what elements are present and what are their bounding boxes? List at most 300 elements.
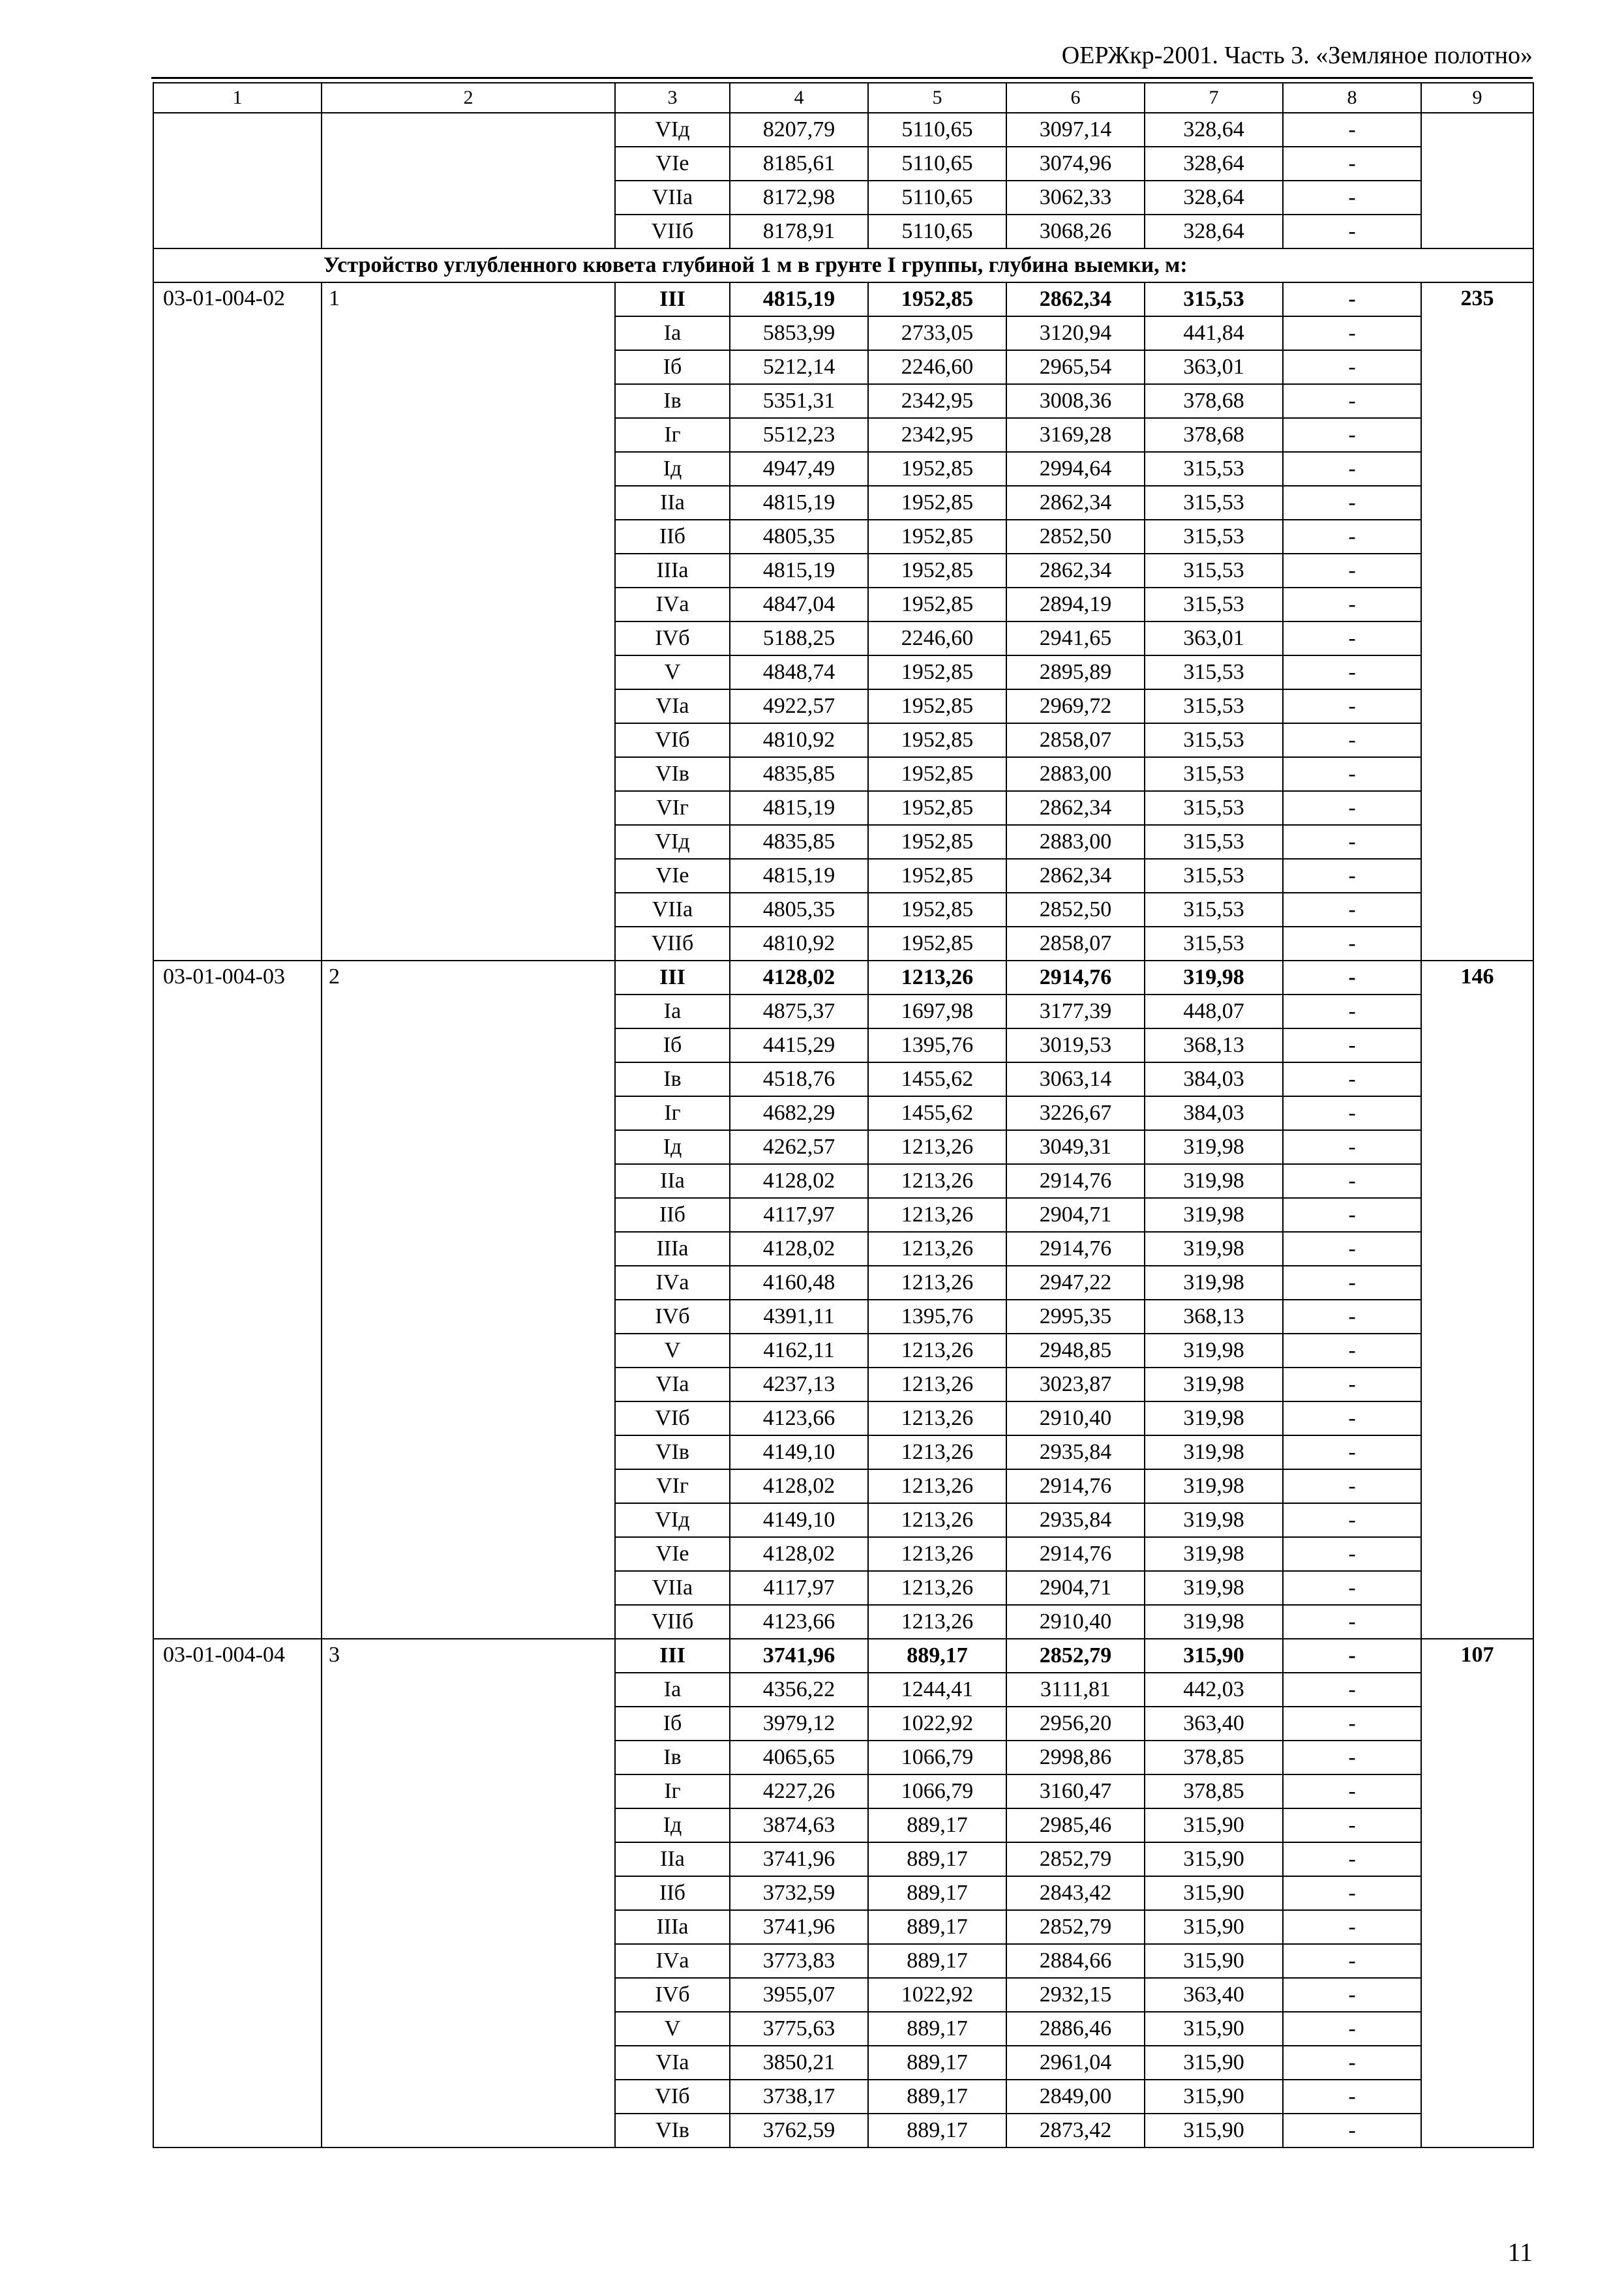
table-cell: 4847,04	[730, 588, 868, 621]
rates-table-body	[153, 83, 1533, 2147]
table-cell: 448,07	[1145, 995, 1283, 1028]
table-cell: IIIа	[615, 1232, 730, 1266]
table-cell: Iб	[615, 350, 730, 384]
table-cell: 378,68	[1145, 418, 1283, 452]
table-cell: -	[1283, 689, 1421, 723]
table-cell: 1022,92	[868, 1978, 1006, 2012]
table-cell: IVа	[615, 1266, 730, 1300]
table-cell: 2935,84	[1006, 1435, 1145, 1469]
table-cell: 3120,94	[1006, 316, 1145, 350]
table-cell: 2947,22	[1006, 1266, 1145, 1300]
table-cell: 4149,10	[730, 1503, 868, 1537]
code-cell: 03-01-004-04	[153, 1639, 322, 2147]
table-cell: 2956,20	[1006, 1707, 1145, 1741]
table-cell: 319,98	[1145, 1401, 1283, 1435]
column-number: 7	[1145, 83, 1283, 113]
table-cell: 1213,26	[868, 1368, 1006, 1401]
section-row	[153, 248, 1533, 282]
table-cell: 4875,37	[730, 995, 868, 1028]
table-cell: 363,01	[1145, 350, 1283, 384]
table-cell: -	[1283, 1605, 1421, 1639]
table-cell: 2342,95	[868, 418, 1006, 452]
table-cell: 319,98	[1145, 1503, 1283, 1537]
table-cell: 889,17	[868, 1944, 1006, 1978]
table-cell: 1213,26	[868, 1503, 1006, 1537]
table-cell: -	[1283, 418, 1421, 452]
table-cell: V	[615, 1334, 730, 1368]
table-cell: 2852,79	[1006, 1639, 1145, 1673]
table-cell: 3775,63	[730, 2012, 868, 2046]
table-row	[153, 1639, 1533, 1673]
table-cell: 328,64	[1145, 147, 1283, 181]
table-cell: 4848,74	[730, 655, 868, 689]
table-cell: 384,03	[1145, 1096, 1283, 1130]
table-cell: 1952,85	[868, 723, 1006, 757]
table-cell: 4162,11	[730, 1334, 868, 1368]
table-cell: 2914,76	[1006, 1232, 1145, 1266]
table-cell: 2862,34	[1006, 859, 1145, 893]
table-cell: 319,98	[1145, 1232, 1283, 1266]
table-cell: 3074,96	[1006, 147, 1145, 181]
table-cell: 4835,85	[730, 757, 868, 791]
table-cell: 3111,81	[1006, 1673, 1145, 1707]
table-cell: -	[1283, 655, 1421, 689]
table-cell: -	[1283, 961, 1421, 995]
table-cell: IIа	[615, 486, 730, 520]
table-cell: 319,98	[1145, 1435, 1283, 1469]
table-cell: 3955,07	[730, 1978, 868, 2012]
table-cell: 3762,59	[730, 2114, 868, 2147]
table-cell: 4128,02	[730, 1469, 868, 1503]
table-cell: 378,85	[1145, 1774, 1283, 1808]
table-cell: 319,98	[1145, 1198, 1283, 1232]
table-cell: 889,17	[868, 1910, 1006, 1944]
table-cell: 2969,72	[1006, 689, 1145, 723]
col9-cell: 107	[1421, 1639, 1533, 2147]
table-cell: VIг	[615, 791, 730, 825]
table-cell: 4682,29	[730, 1096, 868, 1130]
table-cell: 4356,22	[730, 1673, 868, 1707]
table-cell: -	[1283, 995, 1421, 1028]
table-cell: 363,40	[1145, 1978, 1283, 2012]
table-cell: 2862,34	[1006, 791, 1145, 825]
table-cell: 2852,50	[1006, 520, 1145, 554]
table-cell: 1213,26	[868, 1537, 1006, 1571]
table-cell: -	[1283, 113, 1421, 147]
table-cell: 1395,76	[868, 1028, 1006, 1062]
table-cell: 4815,19	[730, 282, 868, 316]
table-cell: 2849,00	[1006, 2080, 1145, 2114]
table-cell: 3773,83	[730, 1944, 868, 1978]
table-cell: 442,03	[1145, 1673, 1283, 1707]
table-cell: VIв	[615, 757, 730, 791]
table-cell: 5853,99	[730, 316, 868, 350]
table-cell: 315,90	[1145, 1639, 1283, 1673]
table-cell: 8178,91	[730, 215, 868, 248]
table-cell: 2852,79	[1006, 1910, 1145, 1944]
table-cell: 315,90	[1145, 2012, 1283, 2046]
table-cell: 315,53	[1145, 893, 1283, 927]
table-cell: Iг	[615, 1096, 730, 1130]
table-cell: 2886,46	[1006, 2012, 1145, 2046]
table-cell: -	[1283, 486, 1421, 520]
table-cell: IIб	[615, 1876, 730, 1910]
table-cell: 2998,86	[1006, 1741, 1145, 1774]
table-cell: 1952,85	[868, 757, 1006, 791]
table-cell: -	[1283, 2046, 1421, 2080]
page-header	[151, 34, 1533, 79]
table-cell: 315,53	[1145, 825, 1283, 859]
table-cell: 2884,66	[1006, 1944, 1145, 1978]
table-cell: 319,98	[1145, 1334, 1283, 1368]
table-cell: -	[1283, 1368, 1421, 1401]
table-cell: 3063,14	[1006, 1062, 1145, 1096]
table-cell: 3979,12	[730, 1707, 868, 1741]
table-row	[153, 113, 1533, 147]
code-cell	[153, 113, 322, 248]
table-cell: IIб	[615, 520, 730, 554]
table-cell: -	[1283, 791, 1421, 825]
table-cell: 8172,98	[730, 181, 868, 215]
column-number: 5	[868, 83, 1006, 113]
table-cell: 315,53	[1145, 282, 1283, 316]
table-cell: 5110,65	[868, 181, 1006, 215]
table-cell: 315,90	[1145, 2114, 1283, 2147]
table-cell: 2932,15	[1006, 1978, 1145, 2012]
table-cell: -	[1283, 1401, 1421, 1435]
table-cell: III	[615, 1639, 730, 1673]
table-cell: 2935,84	[1006, 1503, 1145, 1537]
table-cell: 319,98	[1145, 1266, 1283, 1300]
table-cell: Iб	[615, 1028, 730, 1062]
table-cell: 363,01	[1145, 621, 1283, 655]
table-cell: 1952,85	[868, 588, 1006, 621]
table-cell: 3741,96	[730, 1842, 868, 1876]
table-cell: -	[1283, 1130, 1421, 1164]
table-cell: -	[1283, 1774, 1421, 1808]
table-cell: 4227,26	[730, 1774, 868, 1808]
table-cell: 3850,21	[730, 2046, 868, 2080]
table-cell: -	[1283, 554, 1421, 588]
table-cell: -	[1283, 350, 1421, 384]
table-cell: 1244,41	[868, 1673, 1006, 1707]
table-cell: 1213,26	[868, 961, 1006, 995]
table-cell: -	[1283, 1673, 1421, 1707]
table-cell: 315,90	[1145, 1944, 1283, 1978]
table-cell: 1213,26	[868, 1334, 1006, 1368]
table-cell: -	[1283, 1232, 1421, 1266]
table-cell: -	[1283, 859, 1421, 893]
table-cell: 1455,62	[868, 1062, 1006, 1096]
table-cell: Iа	[615, 1673, 730, 1707]
table-cell: VIе	[615, 859, 730, 893]
table-cell: IIа	[615, 1164, 730, 1198]
table-cell: 1952,85	[868, 927, 1006, 961]
table-cell: VIIб	[615, 927, 730, 961]
table-cell: 315,90	[1145, 1876, 1283, 1910]
table-cell: III	[615, 961, 730, 995]
table-cell: 1952,85	[868, 282, 1006, 316]
table-cell: 363,40	[1145, 1707, 1283, 1741]
table-cell: VIIа	[615, 893, 730, 927]
table-cell: IVа	[615, 588, 730, 621]
table-cell: -	[1283, 1334, 1421, 1368]
table-cell: 4123,66	[730, 1401, 868, 1435]
table-cell: 319,98	[1145, 1368, 1283, 1401]
table-cell: Iа	[615, 995, 730, 1028]
table-cell: 1952,85	[868, 554, 1006, 588]
table-cell: 2246,60	[868, 621, 1006, 655]
table-cell: -	[1283, 1639, 1421, 1673]
table-cell: 4518,76	[730, 1062, 868, 1096]
table-cell: 3008,36	[1006, 384, 1145, 418]
table-cell: 4391,11	[730, 1300, 868, 1334]
table-cell: -	[1283, 1808, 1421, 1842]
table-cell: 2948,85	[1006, 1334, 1145, 1368]
table-cell: 2895,89	[1006, 655, 1145, 689]
table-cell: 8207,79	[730, 113, 868, 147]
table-cell: 2985,46	[1006, 1808, 1145, 1842]
table-cell: 5110,65	[868, 147, 1006, 181]
table-cell: 2904,71	[1006, 1571, 1145, 1605]
table-cell: 315,90	[1145, 1842, 1283, 1876]
table-cell: -	[1283, 757, 1421, 791]
table-cell: -	[1283, 1842, 1421, 1876]
table-cell: 2914,76	[1006, 961, 1145, 995]
table-cell: 2941,65	[1006, 621, 1145, 655]
table-cell: 1213,26	[868, 1571, 1006, 1605]
table-cell: 1066,79	[868, 1774, 1006, 1808]
table-cell: 1952,85	[868, 859, 1006, 893]
table-cell: 3226,67	[1006, 1096, 1145, 1130]
table-cell: 5110,65	[868, 215, 1006, 248]
table-cell: 4065,65	[730, 1741, 868, 1774]
table-cell: 4805,35	[730, 520, 868, 554]
table-cell: Iа	[615, 316, 730, 350]
table-cell: 1213,26	[868, 1605, 1006, 1639]
table-cell: 889,17	[868, 2114, 1006, 2147]
page-number: 11	[1507, 2237, 1533, 2267]
table-cell: 889,17	[868, 1808, 1006, 1842]
table-cell: -	[1283, 1164, 1421, 1198]
table-cell: 2995,35	[1006, 1300, 1145, 1334]
table-cell: -	[1283, 1571, 1421, 1605]
table-cell: 4117,97	[730, 1198, 868, 1232]
table-cell: 3023,87	[1006, 1368, 1145, 1401]
table-cell: VIа	[615, 1368, 730, 1401]
table-cell: 315,53	[1145, 859, 1283, 893]
table-cell: -	[1283, 1741, 1421, 1774]
table-cell: VIIа	[615, 181, 730, 215]
table-cell: 319,98	[1145, 1605, 1283, 1639]
table-cell: 315,53	[1145, 554, 1283, 588]
table-cell: 889,17	[868, 1876, 1006, 1910]
table-cell: 1213,26	[868, 1198, 1006, 1232]
table-cell: -	[1283, 927, 1421, 961]
table-cell: 2733,05	[868, 316, 1006, 350]
column-number: 9	[1421, 83, 1533, 113]
table-cell: 315,53	[1145, 689, 1283, 723]
table-row	[153, 961, 1533, 995]
table-cell: 319,98	[1145, 1537, 1283, 1571]
table-cell: 1213,26	[868, 1469, 1006, 1503]
table-cell: IIIа	[615, 554, 730, 588]
table-cell: -	[1283, 1300, 1421, 1334]
table-cell: 1213,26	[868, 1401, 1006, 1435]
code-cell: 03-01-004-03	[153, 961, 322, 1639]
table-cell: 1213,26	[868, 1435, 1006, 1469]
table-cell: VIIб	[615, 215, 730, 248]
table-cell: IIб	[615, 1198, 730, 1232]
table-cell: Iд	[615, 452, 730, 486]
table-cell: 5110,65	[868, 113, 1006, 147]
table-cell: -	[1283, 1028, 1421, 1062]
table-cell: 4810,92	[730, 723, 868, 757]
table-cell: 1213,26	[868, 1164, 1006, 1198]
header-title: ОЕРЖкр-2001. Часть 3. «Земляное полотно»	[1061, 42, 1533, 69]
table-cell: 889,17	[868, 1842, 1006, 1876]
table-cell: Iд	[615, 1130, 730, 1164]
table-cell: 2914,76	[1006, 1469, 1145, 1503]
table-cell: -	[1283, 384, 1421, 418]
table-cell: 4922,57	[730, 689, 868, 723]
table-cell: 3062,33	[1006, 181, 1145, 215]
table-cell: 4128,02	[730, 961, 868, 995]
table-cell: 378,68	[1145, 384, 1283, 418]
table-cell: 1952,85	[868, 825, 1006, 859]
table-cell: IVа	[615, 1944, 730, 1978]
table-cell: 3160,47	[1006, 1774, 1145, 1808]
table-cell: 889,17	[868, 2080, 1006, 2114]
table-cell: VIа	[615, 2046, 730, 2080]
table-cell: 315,90	[1145, 2046, 1283, 2080]
table-cell: -	[1283, 825, 1421, 859]
table-cell: 4947,49	[730, 452, 868, 486]
table-cell: 4815,19	[730, 554, 868, 588]
table-cell: 315,90	[1145, 1808, 1283, 1842]
table-cell: -	[1283, 588, 1421, 621]
table-cell: IIа	[615, 1842, 730, 1876]
column-number: 4	[730, 83, 868, 113]
table-cell: VIв	[615, 1435, 730, 1469]
table-cell: 8185,61	[730, 147, 868, 181]
table-cell: -	[1283, 1266, 1421, 1300]
table-cell: -	[1283, 723, 1421, 757]
table-cell: 2862,34	[1006, 486, 1145, 520]
table-cell: Iд	[615, 1808, 730, 1842]
table-cell: 5188,25	[730, 621, 868, 655]
table-cell: -	[1283, 2012, 1421, 2046]
table-cell: V	[615, 655, 730, 689]
table-cell: 4415,29	[730, 1028, 868, 1062]
table-cell: 2904,71	[1006, 1198, 1145, 1232]
table-cell: VIIа	[615, 1571, 730, 1605]
table-cell: 1952,85	[868, 791, 1006, 825]
table-cell: VIе	[615, 1537, 730, 1571]
table-cell: 315,90	[1145, 1910, 1283, 1944]
table-cell: 4149,10	[730, 1435, 868, 1469]
table-cell: VIб	[615, 723, 730, 757]
table-cell: 2910,40	[1006, 1605, 1145, 1639]
table-cell: 2910,40	[1006, 1401, 1145, 1435]
table-cell: -	[1283, 1537, 1421, 1571]
table-cell: 315,53	[1145, 520, 1283, 554]
table-cell: 1697,98	[868, 995, 1006, 1028]
table-cell: 441,84	[1145, 316, 1283, 350]
column-number: 3	[615, 83, 730, 113]
table-cell: 4128,02	[730, 1232, 868, 1266]
table-cell: 4810,92	[730, 927, 868, 961]
table-cell: 1952,85	[868, 689, 1006, 723]
table-cell: -	[1283, 1503, 1421, 1537]
table-cell: 3019,53	[1006, 1028, 1145, 1062]
table-cell: 2862,34	[1006, 282, 1145, 316]
table-cell: -	[1283, 215, 1421, 248]
table-cell: 1952,85	[868, 893, 1006, 927]
table-cell: -	[1283, 282, 1421, 316]
table-cell: VIб	[615, 1401, 730, 1435]
table-cell: 315,53	[1145, 452, 1283, 486]
code-cell: 03-01-004-02	[153, 282, 322, 961]
table-cell: -	[1283, 2114, 1421, 2147]
table-cell: 315,53	[1145, 655, 1283, 689]
table-cell: Iб	[615, 1707, 730, 1741]
table-cell: 378,85	[1145, 1741, 1283, 1774]
table-cell: 319,98	[1145, 1571, 1283, 1605]
table-cell: 4123,66	[730, 1605, 868, 1639]
table-cell: 4237,13	[730, 1368, 868, 1401]
table-cell: 2883,00	[1006, 757, 1145, 791]
table-cell: 2873,42	[1006, 2114, 1145, 2147]
table-cell: 315,53	[1145, 486, 1283, 520]
table-cell: 889,17	[868, 2012, 1006, 2046]
table-cell: Iв	[615, 384, 730, 418]
table-cell: -	[1283, 1096, 1421, 1130]
table-cell: 2246,60	[868, 350, 1006, 384]
table-cell: 368,13	[1145, 1300, 1283, 1334]
table-cell: 4117,97	[730, 1571, 868, 1605]
table-cell: VIIб	[615, 1605, 730, 1639]
table-cell: Iг	[615, 418, 730, 452]
table-cell: 2858,07	[1006, 723, 1145, 757]
table-cell: 3177,39	[1006, 995, 1145, 1028]
table-cell: 2961,04	[1006, 2046, 1145, 2080]
rates-table	[153, 82, 1534, 2148]
table-cell: 1455,62	[868, 1096, 1006, 1130]
table-cell: 384,03	[1145, 1062, 1283, 1096]
table-cell: -	[1283, 1978, 1421, 2012]
table-cell: 1952,85	[868, 520, 1006, 554]
table-cell: -	[1283, 316, 1421, 350]
table-cell: 1066,79	[868, 1741, 1006, 1774]
table-cell: 4835,85	[730, 825, 868, 859]
table-cell: 3738,17	[730, 2080, 868, 2114]
table-cell: 315,90	[1145, 2080, 1283, 2114]
table-cell: 2994,64	[1006, 452, 1145, 486]
table-cell: VIв	[615, 2114, 730, 2147]
table-cell: VIб	[615, 2080, 730, 2114]
column-number: 1	[153, 83, 322, 113]
table-cell: 328,64	[1145, 181, 1283, 215]
table-cell: 3049,31	[1006, 1130, 1145, 1164]
table-cell: 1952,85	[868, 486, 1006, 520]
table-cell: 4815,19	[730, 791, 868, 825]
table-cell: -	[1283, 181, 1421, 215]
table-cell: III	[615, 282, 730, 316]
name-cell	[322, 113, 615, 248]
column-number: 2	[322, 83, 615, 113]
table-cell: Iв	[615, 1062, 730, 1096]
